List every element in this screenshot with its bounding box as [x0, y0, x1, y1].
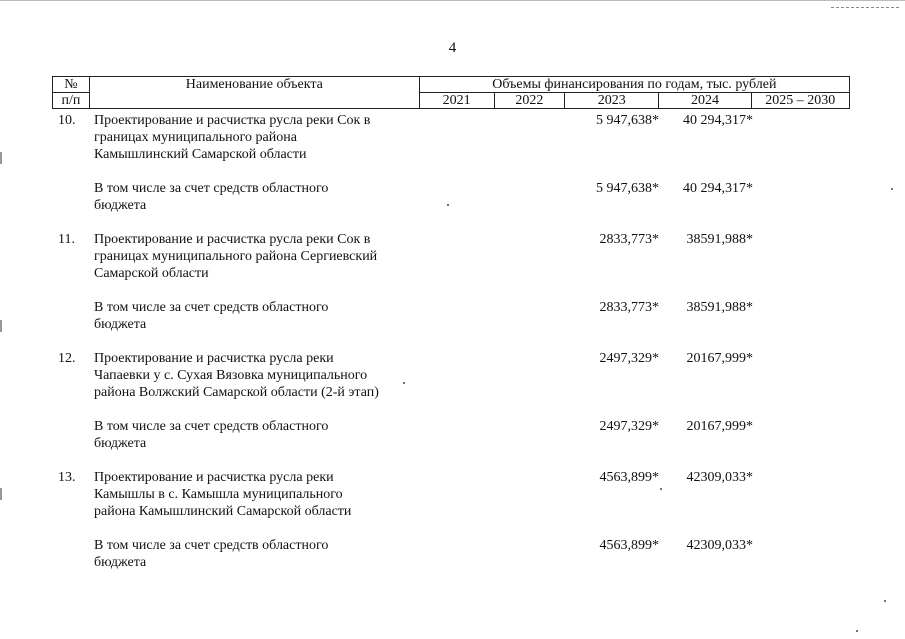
subrow-value-2024: 38591,988*	[686, 300, 753, 315]
subrow-label: В том числе за счет средств областного бюджета	[94, 181, 329, 213]
value-2023: 4563,899*	[599, 470, 659, 485]
scan-speck	[447, 204, 449, 206]
scan-edge-mark	[0, 152, 2, 164]
value-2024: 40 294,317*	[683, 113, 753, 128]
scan-speck	[884, 600, 886, 602]
scan-dash-mark	[831, 7, 899, 8]
scan-speck	[660, 488, 662, 490]
row-number: 12.	[58, 351, 76, 366]
scan-edge-mark	[0, 320, 2, 332]
table-body	[52, 112, 850, 571]
subrow-value-2023: 4563,899*	[599, 538, 659, 553]
subrow-value-2024: 42309,033*	[686, 538, 753, 553]
row-object-name: Проектирование и расчистка русла реки Камышлы в с. Камышла муниципального района Камышлинский Самарской области	[94, 470, 352, 519]
subrow-label: В том числе за счет средств областного бюджета	[94, 419, 329, 451]
subrow-label: В том числе за счет средств областного бюджета	[94, 538, 329, 570]
row-number: 11.	[58, 232, 75, 247]
scan-top-edge	[0, 0, 905, 1]
value-2023: 2497,329*	[599, 351, 659, 366]
header-year-2022: 2022	[494, 93, 565, 109]
page-number: 4	[448, 40, 457, 56]
header-year-2024: 2024	[659, 93, 751, 109]
subrow-label: В том числе за счет средств областного бюджета	[94, 300, 329, 332]
table-row	[52, 350, 850, 401]
table-row	[52, 231, 850, 282]
scan-speck	[856, 630, 858, 632]
table-row	[52, 112, 850, 163]
scan-edge-mark	[0, 488, 2, 500]
value-2023: 2833,773*	[599, 232, 659, 247]
table-subrow	[52, 299, 850, 333]
subrow-value-2023: 2833,773*	[599, 300, 659, 315]
row-object-name: Проектирование и расчистка русла реки Чапаевки у с. Сухая Вязовка муниципального района Волжский Самарской области (2-й этап)	[94, 351, 379, 400]
value-2023: 5 947,638*	[596, 113, 659, 128]
header-year-2021: 2021	[419, 93, 494, 109]
row-number: 13.	[58, 470, 76, 485]
header-year-2025-2030: 2025 – 2030	[751, 93, 849, 109]
table-subrow	[52, 180, 850, 214]
table-subrow	[52, 537, 850, 571]
value-2024: 20167,999*	[686, 351, 753, 366]
header-year-2023: 2023	[565, 93, 659, 109]
header-number: №	[53, 77, 90, 93]
table-subrow	[52, 418, 850, 452]
value-2024: 42309,033*	[686, 470, 753, 485]
subrow-value-2023: 5 947,638*	[596, 181, 659, 196]
row-object-name: Проектирование и расчистка русла реки Сок в границах муниципального района Камышлинский Самарской области	[94, 113, 371, 162]
subrow-value-2024: 40 294,317*	[683, 181, 753, 196]
header-number-sub: п/п	[53, 93, 90, 109]
value-2024: 38591,988*	[686, 232, 753, 247]
table-row	[52, 469, 850, 520]
row-number: 10.	[58, 113, 76, 128]
header-object-name: Наименование объекта	[89, 77, 419, 109]
subrow-value-2023: 2497,329*	[599, 419, 659, 434]
scan-speck	[403, 382, 405, 384]
subrow-value-2024: 20167,999*	[686, 419, 753, 434]
table-header	[52, 76, 850, 109]
row-object-name: Проектирование и расчистка русла реки Сок в границах муниципального района Сергиевский Самарской области	[94, 232, 378, 281]
header-funding: Объемы финансирования по годам, тыс. рублей	[419, 77, 849, 93]
scan-speck	[891, 188, 893, 190]
